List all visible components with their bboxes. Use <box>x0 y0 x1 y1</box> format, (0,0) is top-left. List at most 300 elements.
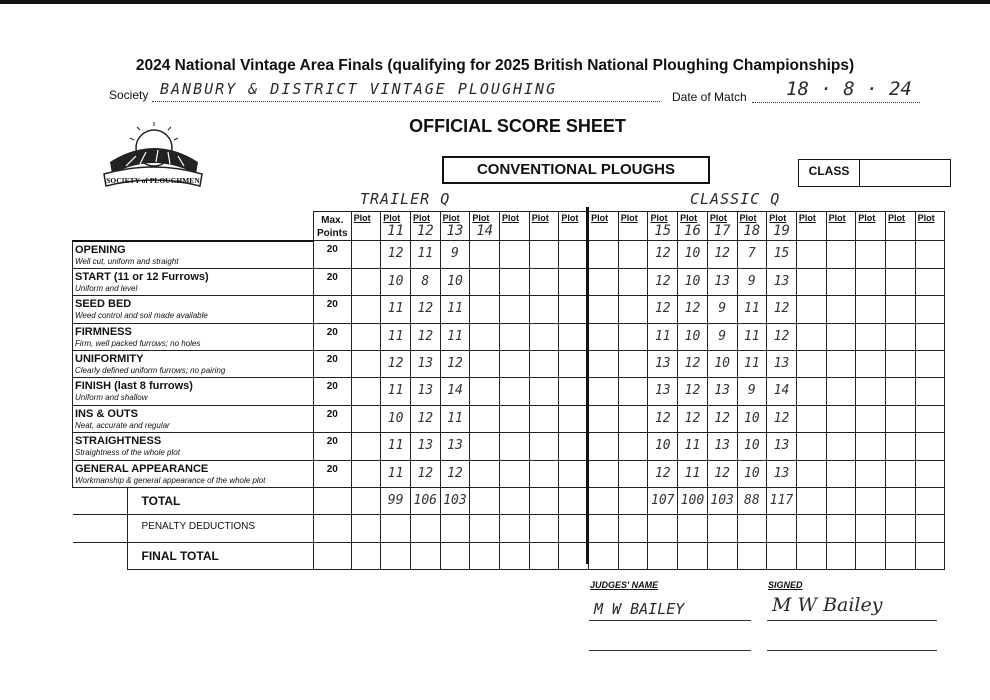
score-value: 13 <box>773 356 790 372</box>
score-cell[interactable] <box>707 241 737 269</box>
score-cell[interactable] <box>351 378 381 405</box>
score-cell[interactable] <box>796 460 826 487</box>
total-row-cell[interactable] <box>529 488 559 515</box>
score-cell[interactable] <box>618 460 648 487</box>
score-cell[interactable] <box>915 323 945 350</box>
score-cell[interactable] <box>618 405 648 432</box>
score-cell[interactable] <box>470 460 500 487</box>
final-total-row-cell[interactable] <box>796 542 826 569</box>
score-cell[interactable] <box>351 241 381 269</box>
score-cell[interactable] <box>767 268 797 295</box>
score-cell[interactable] <box>737 405 767 432</box>
plot-header-13 <box>707 212 737 241</box>
score-cell[interactable] <box>915 460 945 487</box>
plot-header-label: Plot <box>383 213 401 223</box>
criterion-cell <box>73 405 314 432</box>
score-cell[interactable] <box>381 323 411 350</box>
score-cell[interactable] <box>500 241 530 269</box>
score-cell[interactable] <box>470 378 500 405</box>
score-cell[interactable] <box>500 405 530 432</box>
score-cell[interactable] <box>737 378 767 405</box>
score-cell[interactable] <box>410 433 440 460</box>
score-cell[interactable] <box>440 433 470 460</box>
score-value: 10 <box>387 273 404 289</box>
score-cell[interactable] <box>410 378 440 405</box>
plot-number[interactable]: 15 <box>654 223 672 239</box>
score-value: 10 <box>744 438 760 454</box>
criterion-row <box>73 351 945 378</box>
plot-header-11 <box>648 212 678 241</box>
society-value[interactable]: BANBURY & DISTRICT VINTAGE PLOUGHING <box>160 80 558 98</box>
score-cell[interactable] <box>559 351 589 378</box>
score-cell[interactable] <box>440 268 470 295</box>
criterion-max-value: 20 <box>326 326 338 338</box>
score-cell[interactable] <box>737 241 767 269</box>
score-cell[interactable] <box>529 405 559 432</box>
final-total-row-cell[interactable] <box>915 542 945 569</box>
score-cell[interactable] <box>885 378 915 405</box>
score-cell[interactable] <box>915 241 945 269</box>
total-row-cell[interactable] <box>440 488 470 515</box>
score-cell[interactable] <box>826 268 856 295</box>
score-cell[interactable] <box>381 405 411 432</box>
score-cell[interactable] <box>618 351 648 378</box>
score-cell[interactable] <box>618 296 648 323</box>
score-cell[interactable] <box>678 405 708 432</box>
score-cell[interactable] <box>678 433 708 460</box>
total-row-cell[interactable] <box>767 488 797 515</box>
plot-number[interactable]: 19 <box>773 223 790 239</box>
class-field[interactable] <box>860 160 950 186</box>
score-cell[interactable] <box>826 241 856 269</box>
criterion-row <box>73 296 945 323</box>
score-cell[interactable] <box>618 378 648 405</box>
score-cell[interactable] <box>470 433 500 460</box>
score-cell[interactable] <box>767 241 797 269</box>
score-cell[interactable] <box>737 296 767 323</box>
score-cell[interactable] <box>500 378 530 405</box>
score-cell[interactable] <box>826 378 856 405</box>
score-cell[interactable] <box>410 460 440 487</box>
score-cell[interactable] <box>440 296 470 323</box>
signed-label: SIGNED <box>768 580 803 590</box>
sheet-title: OFFICIAL SCORE SHEET <box>409 116 626 136</box>
total-row-cell[interactable] <box>826 488 856 515</box>
score-cell[interactable] <box>470 268 500 295</box>
penalty-row-cell[interactable] <box>707 515 737 542</box>
criterion-description: Clearly defined uniform furrows; no pairing <box>75 366 226 376</box>
score-cell[interactable] <box>796 268 826 295</box>
score-value: 7 <box>747 246 756 261</box>
score-cell[interactable] <box>381 433 411 460</box>
signature[interactable]: M W Bailey <box>772 594 883 616</box>
penalty-row-label-box <box>127 515 314 541</box>
score-cell[interactable] <box>529 460 559 487</box>
score-cell[interactable] <box>915 268 945 295</box>
score-cell[interactable] <box>500 433 530 460</box>
score-cell[interactable] <box>529 268 559 295</box>
score-cell[interactable] <box>648 241 678 269</box>
total-row-cell[interactable] <box>856 488 886 515</box>
score-cell[interactable] <box>470 241 500 269</box>
score-cell[interactable] <box>351 351 381 378</box>
total-value: 103 <box>443 493 467 509</box>
score-cell[interactable] <box>410 296 440 323</box>
score-cell[interactable] <box>885 460 915 487</box>
plot-number[interactable]: 16 <box>684 223 701 239</box>
penalty-row-cell[interactable] <box>470 515 500 542</box>
score-cell[interactable] <box>589 405 619 432</box>
score-cell[interactable] <box>618 323 648 350</box>
score-cell[interactable] <box>559 378 589 405</box>
score-cell[interactable] <box>529 241 559 269</box>
total-row-cell[interactable] <box>648 488 678 515</box>
penalty-row-cell[interactable] <box>826 515 856 542</box>
final-total-row-cell[interactable] <box>678 542 708 569</box>
total-row-cell[interactable] <box>796 488 826 515</box>
final-total-row-cell[interactable] <box>410 542 440 569</box>
score-cell[interactable] <box>648 351 678 378</box>
total-row-cell[interactable] <box>885 488 915 515</box>
plot-header-1 <box>351 212 381 241</box>
score-cell[interactable] <box>707 296 737 323</box>
score-value: 11 <box>387 465 404 481</box>
score-cell[interactable] <box>410 241 440 269</box>
score-cell[interactable] <box>589 351 619 378</box>
score-cell[interactable] <box>589 378 619 405</box>
score-cell[interactable] <box>826 460 856 487</box>
total-row-cell[interactable] <box>470 488 500 515</box>
score-cell[interactable] <box>707 460 737 487</box>
score-cell[interactable] <box>559 296 589 323</box>
score-cell[interactable] <box>767 351 797 378</box>
final-total-row-cell[interactable] <box>737 542 767 569</box>
score-cell[interactable] <box>470 351 500 378</box>
score-cell[interactable] <box>737 433 767 460</box>
score-value: 12 <box>417 465 434 481</box>
plot-header-label: Plot <box>798 213 816 223</box>
plot-number[interactable]: 17 <box>713 223 731 239</box>
date-value[interactable]: 18 · 8 · 24 <box>786 78 912 100</box>
score-cell[interactable] <box>648 433 678 460</box>
final-total-row-cell[interactable] <box>351 542 381 569</box>
score-cell[interactable] <box>381 241 411 269</box>
penalty-row-cell[interactable] <box>440 515 470 542</box>
score-cell[interactable] <box>500 296 530 323</box>
score-cell[interactable] <box>856 460 886 487</box>
score-cell[interactable] <box>410 405 440 432</box>
score-cell[interactable] <box>767 323 797 350</box>
score-cell[interactable] <box>678 378 708 405</box>
score-cell[interactable] <box>856 268 886 295</box>
score-cell[interactable] <box>678 268 708 295</box>
score-cell[interactable] <box>589 460 619 487</box>
score-value: 13 <box>417 356 434 372</box>
score-cell[interactable] <box>410 268 440 295</box>
score-cell[interactable] <box>440 405 470 432</box>
score-cell[interactable] <box>885 268 915 295</box>
penalty-row-cell[interactable] <box>767 515 797 542</box>
score-cell[interactable] <box>915 351 945 378</box>
logo-text: SOCIETY of PLOUGHMEN <box>106 176 200 185</box>
penalty-row-cell[interactable] <box>648 515 678 542</box>
final-total-row-cell[interactable] <box>707 542 737 569</box>
score-cell[interactable] <box>856 351 886 378</box>
score-cell[interactable] <box>707 405 737 432</box>
criterion-max-value: 20 <box>326 436 338 448</box>
score-cell[interactable] <box>500 460 530 487</box>
score-cell[interactable] <box>500 323 530 350</box>
score-cell[interactable] <box>796 378 826 405</box>
criterion-max <box>314 323 352 350</box>
total-row-cell[interactable] <box>500 488 530 515</box>
total-row-cell[interactable] <box>559 488 589 515</box>
final-total-row-cell[interactable] <box>470 542 500 569</box>
score-cell[interactable] <box>440 351 470 378</box>
score-cell[interactable] <box>796 241 826 269</box>
score-cell[interactable] <box>737 460 767 487</box>
score-cell[interactable] <box>885 296 915 323</box>
plot-header-17 <box>826 212 856 241</box>
score-value: 11 <box>447 328 463 344</box>
score-cell[interactable] <box>559 323 589 350</box>
score-cell[interactable] <box>440 378 470 405</box>
score-cell[interactable] <box>796 405 826 432</box>
score-cell[interactable] <box>707 268 737 295</box>
final-total-row-cell[interactable] <box>559 542 589 569</box>
score-cell[interactable] <box>915 378 945 405</box>
score-cell[interactable] <box>678 241 708 269</box>
score-cell[interactable] <box>559 460 589 487</box>
score-cell[interactable] <box>796 351 826 378</box>
score-cell[interactable] <box>529 323 559 350</box>
score-cell[interactable] <box>648 268 678 295</box>
total-row-cell[interactable] <box>915 488 945 515</box>
final-total-row-cell[interactable] <box>440 542 470 569</box>
score-cell[interactable] <box>410 351 440 378</box>
score-cell[interactable] <box>529 351 559 378</box>
score-cell[interactable] <box>351 296 381 323</box>
total-row-cell[interactable] <box>351 488 381 515</box>
score-cell[interactable] <box>381 351 411 378</box>
score-cell[interactable] <box>529 433 559 460</box>
final-total-row-cell[interactable] <box>648 542 678 569</box>
score-cell[interactable] <box>885 351 915 378</box>
penalty-row-cell[interactable] <box>618 515 648 542</box>
final-total-row-cell[interactable] <box>618 542 648 569</box>
score-cell[interactable] <box>767 460 797 487</box>
score-cell[interactable] <box>381 268 411 295</box>
score-cell[interactable] <box>885 241 915 269</box>
final-total-row-cell[interactable] <box>381 542 411 569</box>
score-cell[interactable] <box>648 296 678 323</box>
score-cell[interactable] <box>826 351 856 378</box>
score-cell[interactable] <box>618 433 648 460</box>
score-cell[interactable] <box>796 323 826 350</box>
score-cell[interactable] <box>648 460 678 487</box>
score-cell[interactable] <box>678 323 708 350</box>
final-total-row-cell[interactable] <box>885 542 915 569</box>
score-cell[interactable] <box>915 296 945 323</box>
penalty-row-cell[interactable] <box>589 515 619 542</box>
score-cell[interactable] <box>826 296 856 323</box>
header-row <box>73 212 945 241</box>
judges-name-line-2 <box>589 650 751 651</box>
score-cell[interactable] <box>529 378 559 405</box>
score-cell[interactable] <box>796 296 826 323</box>
score-cell[interactable] <box>440 460 470 487</box>
score-cell[interactable] <box>856 241 886 269</box>
score-cell[interactable] <box>707 351 737 378</box>
score-cell[interactable] <box>826 433 856 460</box>
score-cell[interactable] <box>410 323 440 350</box>
score-cell[interactable] <box>678 296 708 323</box>
score-cell[interactable] <box>381 296 411 323</box>
plot-header-20 <box>915 212 945 241</box>
score-cell[interactable] <box>351 460 381 487</box>
score-cell[interactable] <box>589 241 619 269</box>
total-row-cell[interactable] <box>618 488 648 515</box>
score-cell[interactable] <box>767 433 797 460</box>
score-cell[interactable] <box>618 241 648 269</box>
score-cell[interactable] <box>915 433 945 460</box>
score-value: 10 <box>387 410 404 426</box>
score-cell[interactable] <box>826 405 856 432</box>
penalty-row-cell[interactable] <box>915 515 945 542</box>
score-cell[interactable] <box>856 405 886 432</box>
plot-number[interactable]: 14 <box>476 223 494 239</box>
score-cell[interactable] <box>707 378 737 405</box>
score-cell[interactable] <box>707 323 737 350</box>
score-cell[interactable] <box>381 378 411 405</box>
score-cell[interactable] <box>351 268 381 295</box>
score-cell[interactable] <box>737 323 767 350</box>
score-value: 13 <box>773 438 790 454</box>
score-cell[interactable] <box>559 241 589 269</box>
judges-name-value[interactable]: M W BAILEY <box>594 600 685 618</box>
score-cell[interactable] <box>767 405 797 432</box>
total-row-cell[interactable] <box>737 488 767 515</box>
score-value: 9 <box>451 246 459 261</box>
total-row-cell[interactable] <box>589 488 619 515</box>
score-cell[interactable] <box>618 268 648 295</box>
score-cell[interactable] <box>678 351 708 378</box>
score-cell[interactable] <box>767 296 797 323</box>
plot-header-label: Plot <box>858 213 876 223</box>
score-cell[interactable] <box>915 405 945 432</box>
score-cell[interactable] <box>559 405 589 432</box>
score-cell[interactable] <box>885 323 915 350</box>
score-cell[interactable] <box>707 433 737 460</box>
score-cell[interactable] <box>351 323 381 350</box>
score-cell[interactable] <box>856 378 886 405</box>
penalty-row-cell[interactable] <box>885 515 915 542</box>
score-cell[interactable] <box>589 268 619 295</box>
score-cell[interactable] <box>856 296 886 323</box>
criterion-cell <box>73 296 314 323</box>
criterion-max-value: 20 <box>326 271 338 283</box>
final-total-row-cell[interactable] <box>826 542 856 569</box>
plot-number[interactable]: 18 <box>743 223 761 239</box>
plot-number[interactable]: 13 <box>446 223 464 239</box>
score-cell[interactable] <box>885 405 915 432</box>
penalty-row-cell[interactable] <box>500 515 530 542</box>
score-cell[interactable] <box>351 405 381 432</box>
score-cell[interactable] <box>737 268 767 295</box>
total-row-cell[interactable] <box>707 488 737 515</box>
criterion-max <box>314 460 352 487</box>
final-total-row-cell[interactable] <box>767 542 797 569</box>
plot-header-8 <box>559 212 589 241</box>
score-cell[interactable] <box>589 296 619 323</box>
score-value: 8 <box>421 273 430 289</box>
plot-number[interactable]: 11 <box>387 223 405 239</box>
score-cell[interactable] <box>767 378 797 405</box>
score-cell[interactable] <box>440 241 470 269</box>
penalty-row-cell[interactable] <box>796 515 826 542</box>
penalty-row-cell[interactable] <box>737 515 767 542</box>
penalty-row-cell[interactable] <box>351 515 381 542</box>
score-cell[interactable] <box>500 268 530 295</box>
score-cell[interactable] <box>470 323 500 350</box>
score-cell[interactable] <box>856 323 886 350</box>
score-cell[interactable] <box>589 323 619 350</box>
score-value: 10 <box>684 246 701 261</box>
score-cell[interactable] <box>796 433 826 460</box>
score-cell[interactable] <box>648 323 678 350</box>
score-cell[interactable] <box>589 433 619 460</box>
score-cell[interactable] <box>529 296 559 323</box>
final-total-row-cell[interactable] <box>500 542 530 569</box>
penalty-row-cell[interactable] <box>529 515 559 542</box>
score-cell[interactable] <box>500 351 530 378</box>
penalty-row-cell[interactable] <box>678 515 708 542</box>
score-cell[interactable] <box>648 405 678 432</box>
total-row-cell[interactable] <box>410 488 440 515</box>
score-cell[interactable] <box>648 378 678 405</box>
score-cell[interactable] <box>470 405 500 432</box>
signed-line <box>767 620 937 621</box>
score-cell[interactable] <box>559 433 589 460</box>
score-cell[interactable] <box>381 460 411 487</box>
score-cell[interactable] <box>559 268 589 295</box>
final-total-row-cell[interactable] <box>589 542 619 569</box>
final-total-row-cell[interactable] <box>529 542 559 569</box>
plot-number[interactable]: 12 <box>416 223 434 239</box>
score-cell[interactable] <box>826 323 856 350</box>
plot-header-label: Plot <box>442 213 460 223</box>
criterion-cell <box>73 351 314 378</box>
score-cell[interactable] <box>856 433 886 460</box>
judges-name-line <box>589 620 751 621</box>
plot-header-12 <box>678 212 708 241</box>
penalty-row-cell[interactable] <box>410 515 440 542</box>
penalty-row-cell[interactable] <box>559 515 589 542</box>
total-row-cell[interactable] <box>678 488 708 515</box>
score-cell[interactable] <box>678 460 708 487</box>
score-cell[interactable] <box>440 323 470 350</box>
penalty-row-cell[interactable] <box>381 515 411 542</box>
penalty-row-cell[interactable] <box>856 515 886 542</box>
score-cell[interactable] <box>470 296 500 323</box>
score-value: 13 <box>417 438 434 454</box>
final-total-row-cell[interactable] <box>856 542 886 569</box>
criterion-name: FIRMNESS <box>75 325 132 338</box>
score-cell[interactable] <box>351 433 381 460</box>
score-cell[interactable] <box>885 433 915 460</box>
score-cell[interactable] <box>737 351 767 378</box>
total-row-cell[interactable] <box>381 488 411 515</box>
